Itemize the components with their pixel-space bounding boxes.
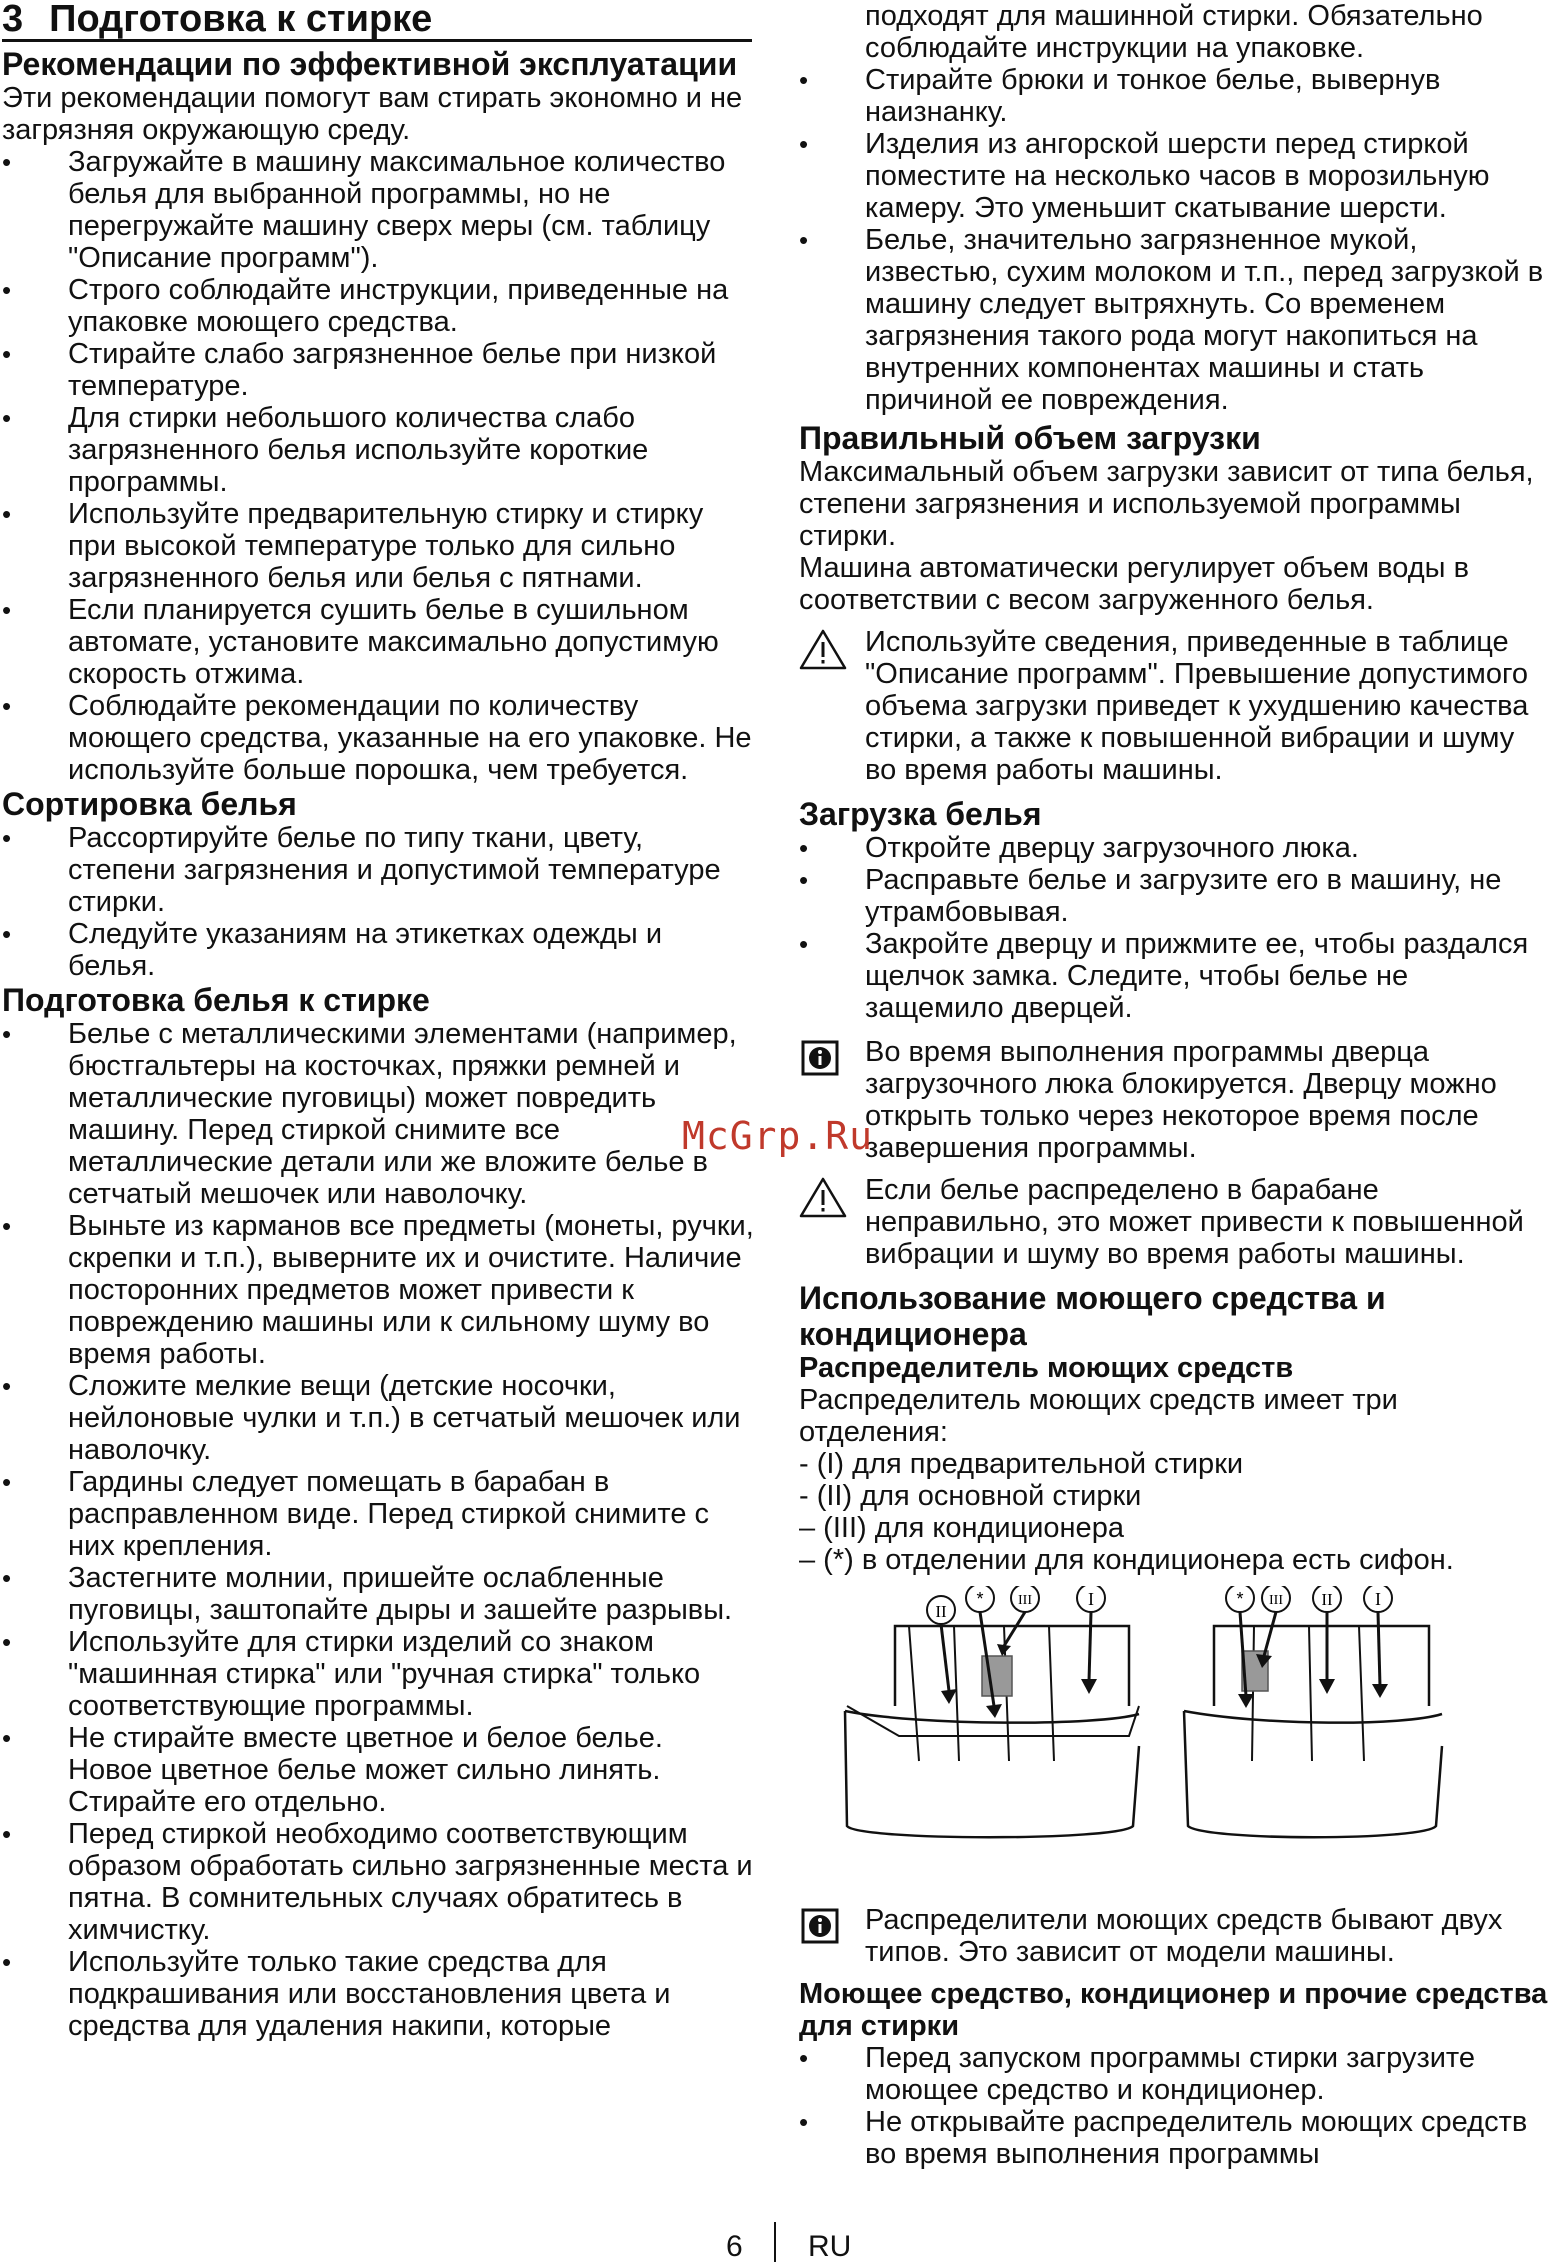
efficiency-intro: Эти рекомендации помогут вам стирать экономно и не загрязняя окружающую среду. [2, 82, 743, 146]
list-item: • Если планируется сушить белье в сушильном автомате, установите максимально допустимую скорость отжима. [2, 594, 754, 690]
chapter-number: 3 [2, 0, 24, 40]
list-item: • Рассортируйте белье по типу ткани, цвету, степени загрязнения и допустимой температуре стирки. [2, 822, 754, 918]
label-i [1077, 1586, 1105, 1612]
list-item: • Сложите мелкие вещи (детские носочки, нейлоновые чулки и т.п.) в сетчатый мешочек или наволочку. [2, 1370, 754, 1466]
right-column [799, 0, 1551, 2170]
svg-text:*: * [976, 1589, 984, 1609]
list-item: • Не стирайте вместе цветное и белое белье. Новое цветное белье может сильно линять. Стирайте его отдельно. [2, 1722, 754, 1818]
list-item: • Перед запуском программы стирки загрузите моющее средство и кондиционер. [799, 2042, 1551, 2106]
label-ii [927, 1596, 955, 1624]
list-item: • Перед стиркой необходимо соответствующим образом обработать сильно загрязненные места и пятна. В сомнительных случаях обратитесь в химчистку. [2, 1818, 754, 1946]
dispenser-figure-2 [1184, 1586, 1442, 1837]
preparation-list-continued [799, 0, 1551, 416]
label-star [966, 1586, 994, 1612]
load-warning-text: Используйте сведения, приведенные в таблице "Описание программ". Превышение допустимого объема загрузки приведет к ухудшению качества стирки, а также к повышенной вибрации и шуму во время работы машины. [865, 626, 1529, 786]
loading-warning-note [799, 1174, 1551, 1270]
info-icon [799, 1906, 847, 1948]
compartment-line: - (I) для предварительной стирки [799, 1448, 1244, 1480]
label-iii [1262, 1586, 1290, 1612]
section-heading-preparation: Подготовка белья к стирке [2, 982, 430, 1018]
section-heading-detergent: Использование моющего средства и кондиционера [799, 1280, 1386, 1352]
list-item: • Соблюдайте рекомендации по количеству моющего средства, указанные на его упаковке. Не используйте больше порошка, чем требуется. [2, 690, 754, 786]
dispenser-paragraph: Распределитель моющих средств имеет три отделения: [799, 1384, 1398, 1448]
page-footer [0, 2222, 1554, 2268]
subheading-dispenser: Распределитель моющих средств [799, 1352, 1294, 1384]
load-warning-note [799, 626, 1551, 786]
dispenser-illustration [799, 1586, 1551, 1886]
watermark: McGrp.Ru [682, 1114, 874, 1158]
list-item: • Выньте из карманов все предметы (монеты, ручки, скрепки и т.п.), выверните их и очистите. Наличие посторонних предметов может привести к повреждению машины или к сильному шуму во время работы. [2, 1210, 754, 1370]
efficiency-list [2, 146, 754, 786]
preparation-list [2, 1018, 754, 2042]
warning-icon [799, 1176, 847, 1218]
list-item: • Белье с металлическими элементами (например, бюстгальтеры на косточках, пряжки ремней и металлические пуговицы) может повредить машину. Перед стиркой снимите все металлические детали или же вложите белье в сетчатый мешочек или наволочку. [2, 1018, 754, 1210]
list-item: • Расправьте белье и загрузите его в машину, не утрамбовывая. [799, 864, 1551, 928]
compartment-line: – (III) для кондиционера [799, 1512, 1124, 1544]
info-icon [799, 1038, 847, 1080]
list-item: • Белье, значительно загрязненное мукой, известью, сухим молоком и т.п., перед загрузкой в машину следует вытряхнуть. Со временем загрязнения такого рода могут накопиться на внутренних компонентах машины и стать причиной ее повреждения. [799, 224, 1551, 416]
list-item: • Стирайте брюки и тонкое белье, вывернув наизнанку. [799, 64, 1551, 128]
loading-list [799, 832, 1551, 1024]
list-item: • Строго соблюдайте инструкции, приведенные на упаковке моющего средства. [2, 274, 754, 338]
section-heading-loading: Загрузка белья [799, 796, 1042, 832]
svg-text:III: III [1269, 1593, 1283, 1608]
svg-text:*: * [1236, 1589, 1244, 1609]
label-i [1364, 1586, 1392, 1612]
section-heading-efficiency: Рекомендации по эффективной эксплуатации [2, 46, 738, 82]
list-item: • Застегните молнии, пришейте ослабленные пуговицы, заштопайте дыры и зашейте разрывы. [2, 1562, 754, 1626]
section-heading-load-volume: Правильный объем загрузки [799, 420, 1261, 456]
list-item: • Стирайте слабо загрязненное белье при низкой температуре. [2, 338, 754, 402]
svg-text:II: II [1321, 1590, 1333, 1609]
detergent-list [799, 2042, 1551, 2170]
sorting-list [2, 822, 754, 982]
list-item: • Не открывайте распределитель моющих средств во время выполнения программы [799, 2106, 1551, 2170]
dispenser-figure-1 [845, 1586, 1139, 1837]
dispenser-figures [799, 1586, 1551, 1886]
svg-text:I: I [1375, 1589, 1381, 1609]
chapter-title [2, 0, 752, 42]
dispenser-info-text: Распределители моющих средств бывают двух типов. Это зависит от модели машины. [865, 1904, 1503, 1968]
label-star [1226, 1586, 1254, 1612]
list-item: • Используйте для стирки изделий со знаком "машинная стирка" или "ручная стирка" только соответствующие программы. [2, 1626, 754, 1722]
svg-text:I: I [1088, 1589, 1094, 1609]
list-item: • Изделия из ангорской шерсти перед стиркой поместите на несколько часов в морозильную камеру. Это уменьшит скатывание шерсти. [799, 128, 1551, 224]
loading-warning-text: Если белье распределено в барабане неправильно, это может привести к повышенной вибрации и шуму во время работы машины. [865, 1174, 1524, 1270]
section-heading-sorting: Сортировка белья [2, 786, 297, 822]
load-paragraph-2: Машина автоматически регулирует объем воды в соответствии с весом загруженного белья. [799, 552, 1469, 616]
label-iii [1011, 1586, 1039, 1612]
warning-icon [799, 628, 847, 670]
chapter-title-text: Подготовка к стирке [49, 0, 433, 40]
svg-text:II: II [935, 1602, 947, 1621]
list-item: • Закройте дверцу и прижмите ее, чтобы раздался щелчок замка. Следите, чтобы белье не защемило дверцей. [799, 928, 1551, 1024]
load-paragraph-1: Максимальный объем загрузки зависит от типа белья, степени загрязнения и используемой программы стирки. [799, 456, 1534, 552]
left-column [2, 0, 754, 2042]
list-item: • Следуйте указаниям на этикетках одежды и белья. [2, 918, 754, 982]
subheading-detergent-products: Моющее средство, кондиционер и прочие средства для стирки [799, 1978, 1548, 2042]
footer-divider [774, 2222, 776, 2262]
page-number: 6 [726, 2230, 743, 2263]
list-item: • Загружайте в машину максимальное количество белья для выбранной программы, но не перегружайте машину сверх меры (см. таблицу "Описание программ"). [2, 146, 754, 274]
list-item: • Откройте дверцу загрузочного люка. [799, 832, 1551, 864]
svg-text:III: III [1018, 1593, 1032, 1608]
compartment-line: - (II) для основной стирки [799, 1480, 1142, 1512]
compartment-line: – (*) в отделении для кондиционера есть сифон. [799, 1544, 1454, 1576]
list-item: • Используйте только такие средства для подкрашивания или восстановления цвета и средства для удаления накипи, которые [2, 1946, 754, 2042]
loading-info-note [799, 1036, 1551, 1164]
dispenser-info-note [799, 1904, 1551, 1968]
loading-info-text: Во время выполнения программы дверца загрузочного люка блокируется. Дверцу можно открыть только через некоторое время после завершения программы. [865, 1036, 1497, 1164]
list-item-continued: подходят для машинной стирки. Обязательно соблюдайте инструкции на упаковке. [865, 0, 1483, 64]
list-item: • Гардины следует помещать в барабан в расправленном виде. Перед стиркой снимите с них крепления. [2, 1466, 754, 1562]
list-item: • Для стирки небольшого количества слабо загрязненного белья используйте короткие программы. [2, 402, 754, 498]
list-item: • Используйте предварительную стирку и стирку при высокой температуре только для сильно загрязненного белья или белья с пятнами. [2, 498, 754, 594]
language-code: RU [808, 2230, 852, 2263]
label-ii [1313, 1586, 1341, 1612]
